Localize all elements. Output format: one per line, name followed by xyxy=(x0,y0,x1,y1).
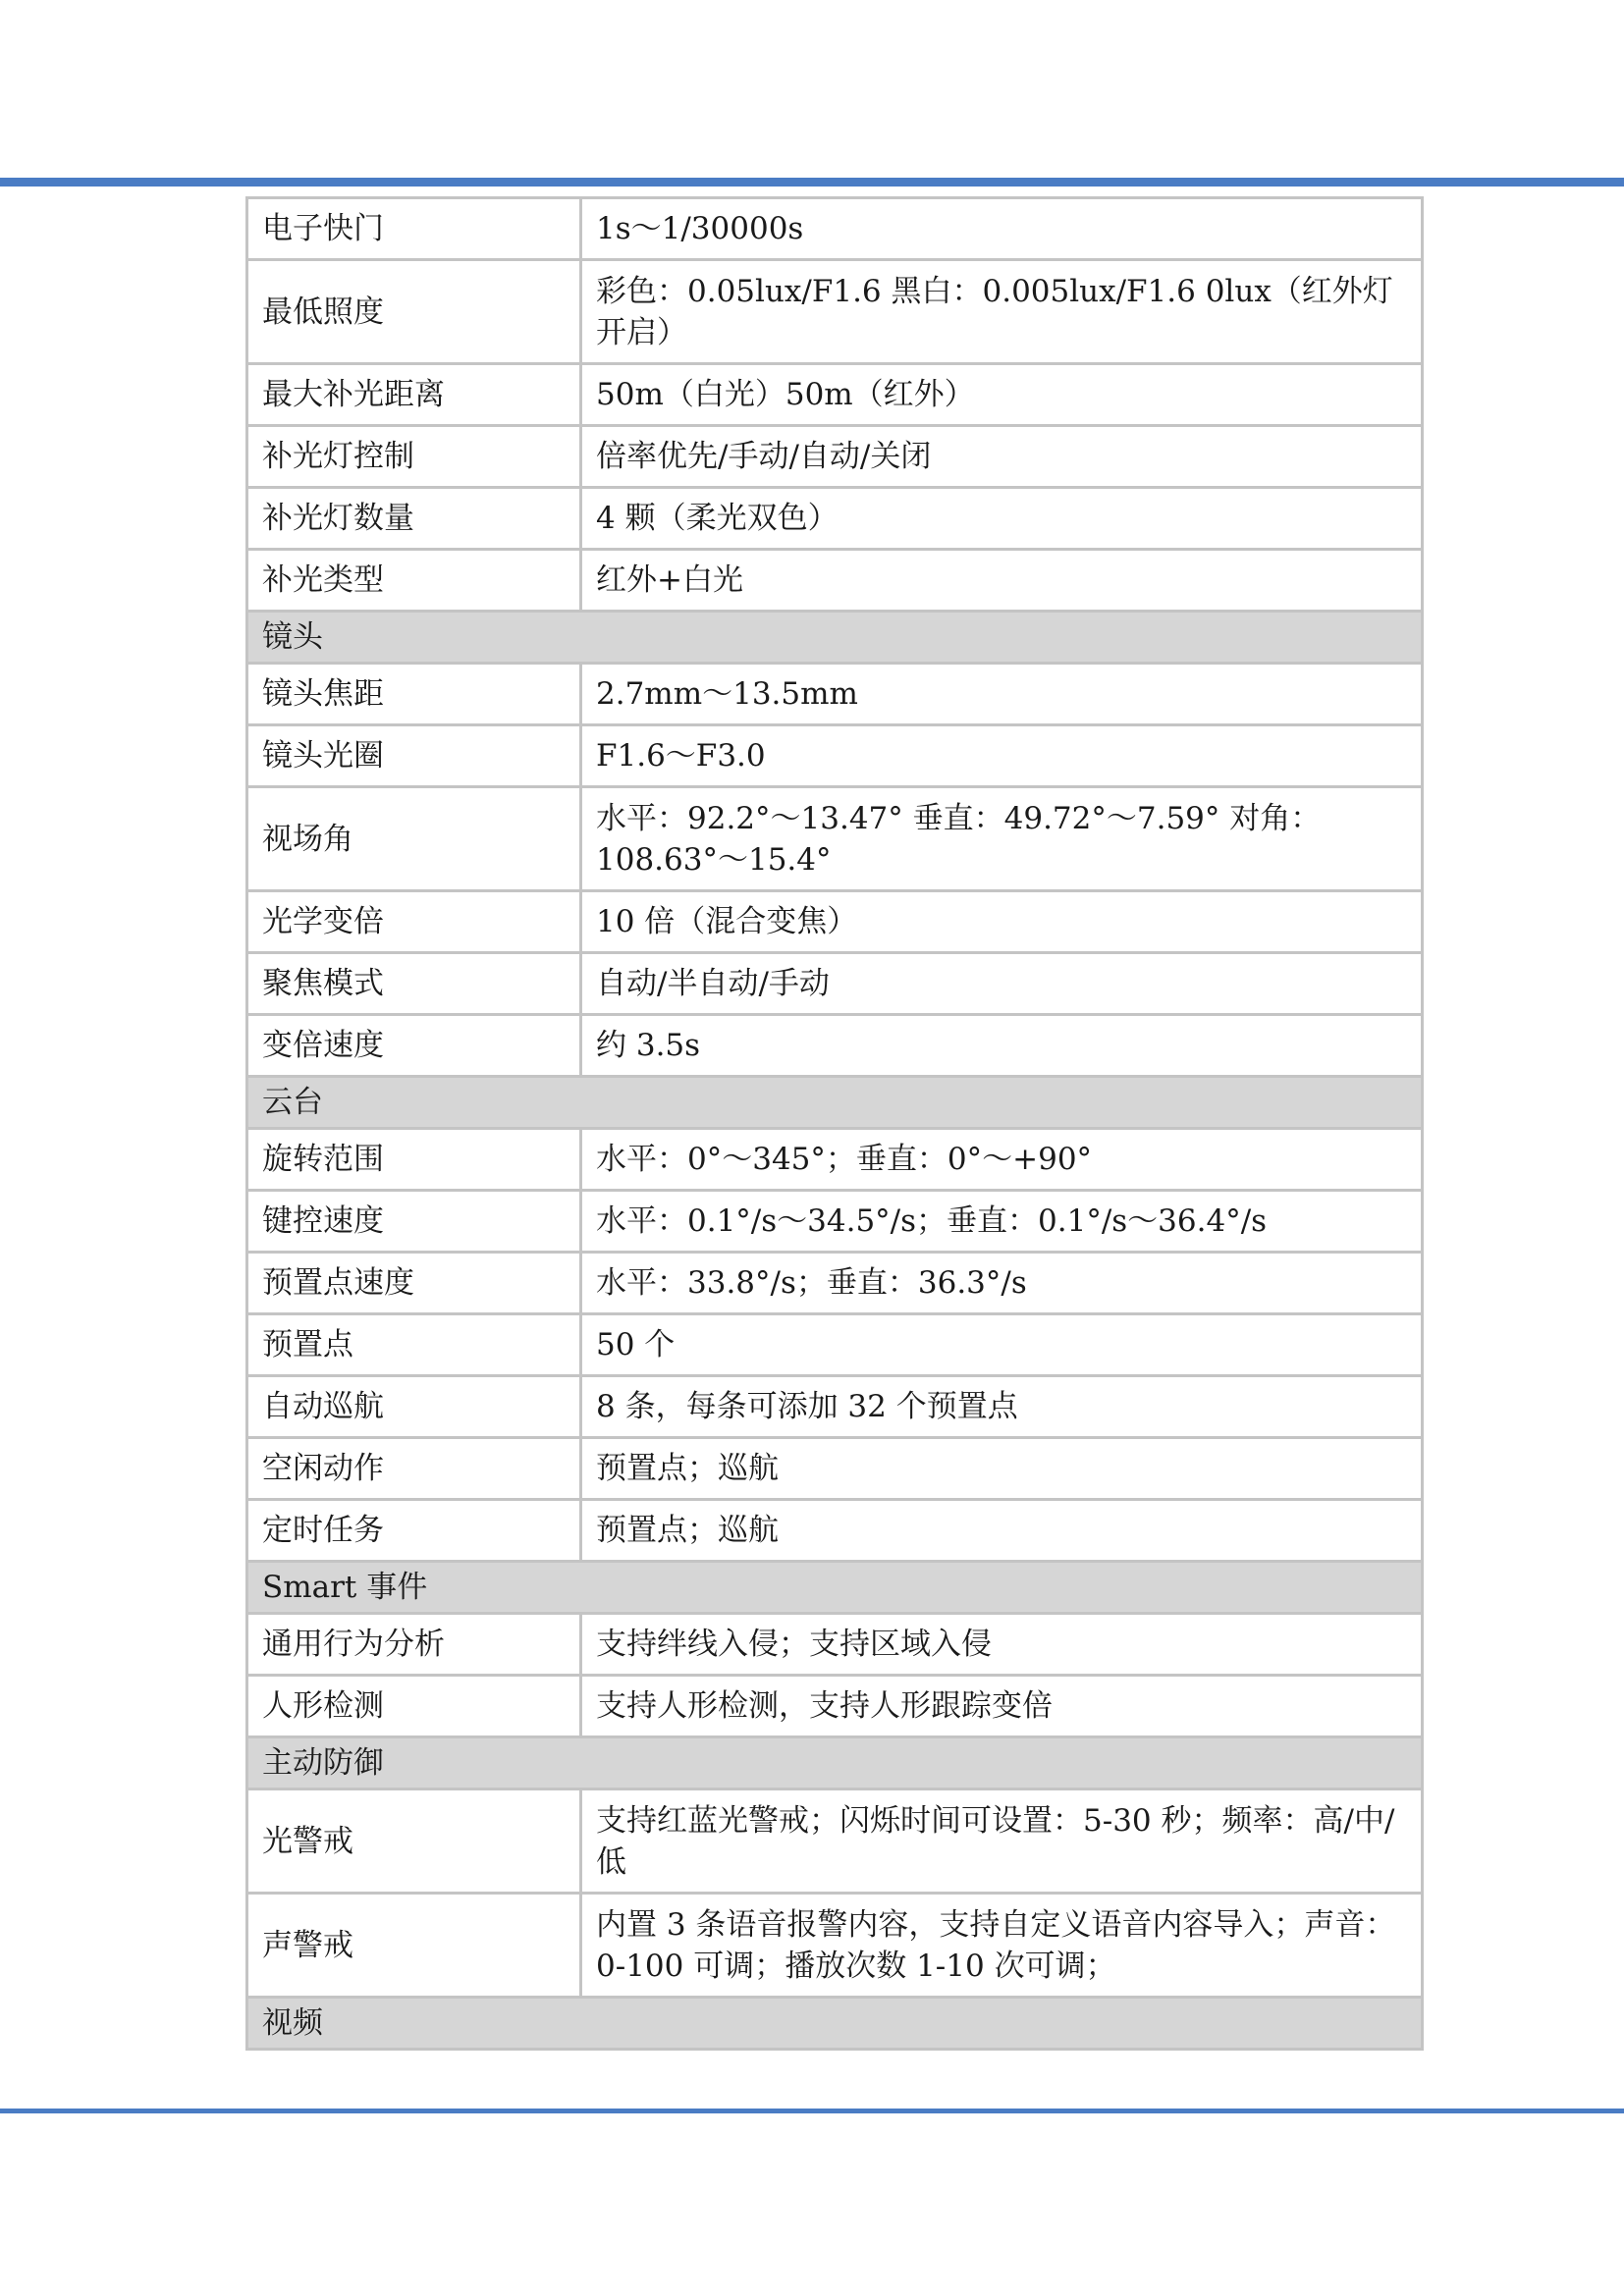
spec-row xyxy=(247,364,1423,426)
spec-row xyxy=(247,1676,1423,1737)
spec-value: 50 个 xyxy=(581,1314,1423,1376)
spec-label: 最大补光距离 xyxy=(247,364,581,426)
spec-value: 支持绊线入侵；支持区域入侵 xyxy=(581,1614,1423,1676)
spec-label: 旋转范围 xyxy=(247,1129,581,1191)
spec-row xyxy=(247,891,1423,953)
spec-row xyxy=(247,1253,1423,1314)
spec-value: 预置点；巡航 xyxy=(581,1500,1423,1562)
footer-rule xyxy=(0,2109,1624,2113)
spec-label: 预置点 xyxy=(247,1314,581,1376)
spec-value: 自动/半自动/手动 xyxy=(581,953,1423,1015)
spec-value: 4 颗（柔光双色） xyxy=(581,488,1423,550)
spec-label: 电子快门 xyxy=(247,198,581,260)
spec-label: 声警戒 xyxy=(247,1894,581,1998)
spec-value: 预置点；巡航 xyxy=(581,1438,1423,1500)
spec-row xyxy=(247,260,1423,364)
section-header-row xyxy=(247,1737,1423,1789)
spec-label: 定时任务 xyxy=(247,1500,581,1562)
spec-table-body xyxy=(247,198,1423,2050)
spec-value: 内置 3 条语音报警内容，支持自定义语音内容导入；声音：0-100 可调；播放次数 1-10 次可调； xyxy=(581,1894,1423,1998)
spec-row xyxy=(247,1015,1423,1077)
spec-row xyxy=(247,1314,1423,1376)
spec-label: 键控速度 xyxy=(247,1191,581,1253)
spec-label: 镜头光圈 xyxy=(247,725,581,787)
spec-value: 倍率优先/手动/自动/关闭 xyxy=(581,426,1423,488)
spec-label: 自动巡航 xyxy=(247,1376,581,1438)
spec-value: 8 条，每条可添加 32 个预置点 xyxy=(581,1376,1423,1438)
spec-label: 预置点速度 xyxy=(247,1253,581,1314)
spec-label: 补光灯控制 xyxy=(247,426,581,488)
spec-row xyxy=(247,953,1423,1015)
spec-row xyxy=(247,787,1423,891)
spec-value: 约 3.5s xyxy=(581,1015,1423,1077)
spec-value: 彩色：0.05lux/F1.6 黑白：0.005lux/F1.6 0lux（红外灯开启） xyxy=(581,260,1423,364)
section-header-row xyxy=(247,612,1423,664)
spec-row xyxy=(247,664,1423,725)
spec-row xyxy=(247,1438,1423,1500)
spec-value: 2.7mm～13.5mm xyxy=(581,664,1423,725)
spec-row xyxy=(247,1894,1423,1998)
spec-row xyxy=(247,1191,1423,1253)
header-rule xyxy=(0,178,1624,187)
spec-row xyxy=(247,725,1423,787)
section-title: 视频 xyxy=(247,1998,1423,2050)
spec-value: 支持人形检测，支持人形跟踪变倍 xyxy=(581,1676,1423,1737)
spec-value: F1.6～F3.0 xyxy=(581,725,1423,787)
spec-label: 镜头焦距 xyxy=(247,664,581,725)
spec-label: 人形检测 xyxy=(247,1676,581,1737)
spec-label: 变倍速度 xyxy=(247,1015,581,1077)
spec-label: 光警戒 xyxy=(247,1789,581,1894)
spec-label: 视场角 xyxy=(247,787,581,891)
spec-row xyxy=(247,1614,1423,1676)
section-title: Smart 事件 xyxy=(247,1562,1423,1614)
spec-row xyxy=(247,1789,1423,1894)
spec-row xyxy=(247,1129,1423,1191)
spec-value: 水平：33.8°/s；垂直：36.3°/s xyxy=(581,1253,1423,1314)
spec-label: 最低照度 xyxy=(247,260,581,364)
section-header-row xyxy=(247,1077,1423,1129)
spec-value: 50m（白光）50m（红外） xyxy=(581,364,1423,426)
spec-row xyxy=(247,1376,1423,1438)
spec-label: 空闲动作 xyxy=(247,1438,581,1500)
section-title: 云台 xyxy=(247,1077,1423,1129)
spec-value: 水平：92.2°～13.47° 垂直：49.72°～7.59° 对角：108.63°～15.4° xyxy=(581,787,1423,891)
spec-value: 水平：0°～345°；垂直：0°～+90° xyxy=(581,1129,1423,1191)
spec-row xyxy=(247,426,1423,488)
spec-row xyxy=(247,1500,1423,1562)
spec-label: 补光灯数量 xyxy=(247,488,581,550)
spec-row xyxy=(247,550,1423,612)
spec-value: 水平：0.1°/s～34.5°/s；垂直：0.1°/s～36.4°/s xyxy=(581,1191,1423,1253)
spec-label: 聚焦模式 xyxy=(247,953,581,1015)
spec-label: 通用行为分析 xyxy=(247,1614,581,1676)
spec-label: 补光类型 xyxy=(247,550,581,612)
section-title: 镜头 xyxy=(247,612,1423,664)
spec-row xyxy=(247,198,1423,260)
section-title: 主动防御 xyxy=(247,1737,1423,1789)
spec-value: 10 倍（混合变焦） xyxy=(581,891,1423,953)
spec-table xyxy=(245,196,1424,2051)
spec-value: 红外+白光 xyxy=(581,550,1423,612)
section-header-row xyxy=(247,1998,1423,2050)
spec-row xyxy=(247,488,1423,550)
spec-label: 光学变倍 xyxy=(247,891,581,953)
section-header-row xyxy=(247,1562,1423,1614)
spec-value: 1s～1/30000s xyxy=(581,198,1423,260)
spec-value: 支持红蓝光警戒；闪烁时间可设置：5-30 秒；频率：高/中/低 xyxy=(581,1789,1423,1894)
